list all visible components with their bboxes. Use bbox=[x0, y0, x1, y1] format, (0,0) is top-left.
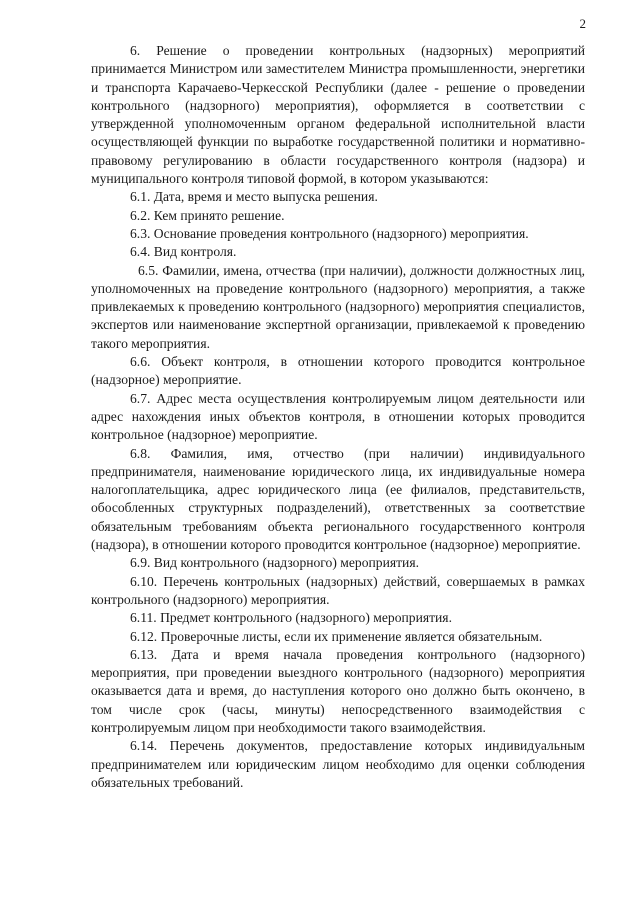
paragraph-6-6: 6.6. Объект контроля, в отношении которого проводится контрольное (надзорное) мероприятие. bbox=[91, 354, 585, 388]
paragraph-6-12: 6.12. Проверочные листы, если их применение является обязательным. bbox=[130, 628, 543, 644]
paragraph-6-5: 6.5. Фамилии, имена, отчества (при наличии), должности должностных лиц, уполномоченных на проведение контрольного (надзорного) мероприятия, а также привлекаемых к проведению контрольного (надзорного) мероприятия специалистов, экспертов или наименование экспертной организации, привлекаемой к проведению такого мероприятия. bbox=[91, 262, 585, 351]
page-number: 2 bbox=[579, 16, 586, 31]
paragraph-6-13: 6.13. Дата и время начала проведения контрольного (надзорного) мероприятия, при проведении выездного контрольного (надзорного) мероприятия оказывается дата и время, до наступления которого оно должно быть окончено, в том числе срок (часы, минуты) непосредственного взаимодействия с контролируемым лицом при необходимости такого взаимодействия. bbox=[91, 646, 585, 735]
paragraph-6: 6. Решение о проведении контрольных (надзорных) мероприятий принимается Министром или заместителем Министра промышленности, энергетики и транспорта Карачаево-Черкесской Республики (далее - решение о проведении контрольного (надзорного) мероприятия), оформляется в соответствии с утвержденной уполномоченным органом федеральной исполнительной власти осуществляющей функции по выработке государственной политики и нормативно-правовому регулированию в области государственного контроля (надзора) и муниципального контроля типовой формой, в котором указываются: bbox=[91, 43, 585, 187]
paragraph-6-7: 6.7. Адрес места осуществления контролируемым лицом деятельности или адрес нахождения иных объектов контроля, в отношении которых проводится контрольное (надзорное) мероприятие. bbox=[91, 390, 585, 443]
paragraph-6-14: 6.14. Перечень документов, предоставление которых индивидуальным предпринимателем или юридическим лицом необходимо для оценки соблюдения обязательных требований. bbox=[91, 738, 585, 790]
paragraph-6-1: 6.1. Дата, время и место выпуска решения. bbox=[130, 189, 378, 205]
document-body bbox=[91, 42, 585, 792]
paragraph-6-3: 6.3. Основание проведения контрольного (надзорного) мероприятия. bbox=[130, 225, 529, 241]
paragraph-6-8: 6.8. Фамилия, имя, отчество (при наличии) индивидуального предпринимателя, наименование юридического лица, их индивидуальные номера налогоплательщика, адрес юридического лица (ее филиалов, представительств, обособленных структурных подразделений), ответственных за соответствие обязательным требованиям объекта регионального государственного контроля (надзора), в отношении которого проводится контрольное (надзорное) мероприятие. bbox=[91, 445, 585, 553]
paragraph-6-2: 6.2. Кем принято решение. bbox=[130, 207, 285, 223]
paragraph-6-10: 6.10. Перечень контрольных (надзорных) действий, совершаемых в рамках контрольного (надзорного) мероприятия. bbox=[91, 573, 585, 607]
paragraph-6-11: 6.11. Предмет контрольного (надзорного) мероприятия. bbox=[130, 610, 452, 626]
paragraph-6-9: 6.9. Вид контрольного (надзорного) мероприятия. bbox=[130, 555, 419, 571]
paragraph-6-4: 6.4. Вид контроля. bbox=[130, 244, 237, 260]
